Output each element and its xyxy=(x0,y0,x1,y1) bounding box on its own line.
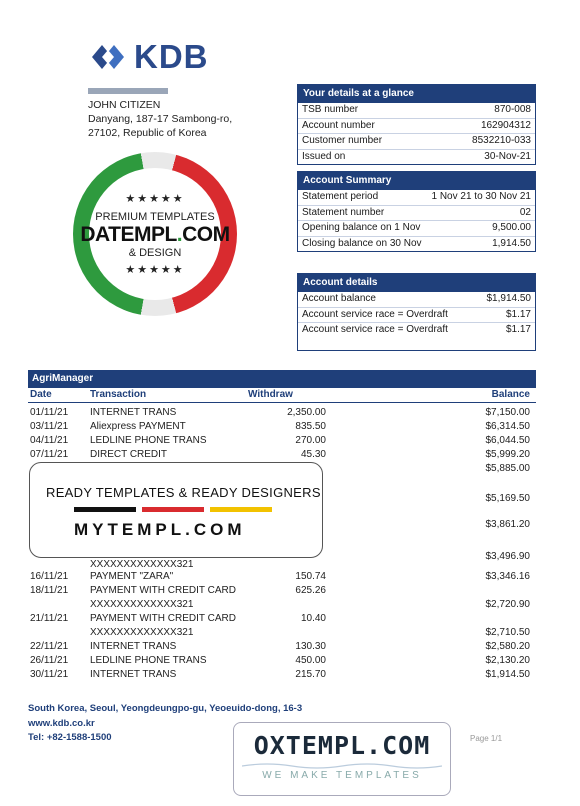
watermark-site: MYTEMPL.COM xyxy=(74,520,246,539)
summary-row: Statement number 02 xyxy=(298,205,535,221)
stamp-line-2: DATEMPL.COM xyxy=(80,223,230,246)
bar-yellow xyxy=(210,507,272,512)
row-balance: $6,314.50 xyxy=(485,421,530,432)
details-at-a-glance-box xyxy=(297,84,536,165)
row-withdraw: 450.00 xyxy=(295,655,326,666)
row-balance: $2,580.20 xyxy=(485,641,530,652)
details-row: Account service race = Overdraft $1.17 xyxy=(298,322,535,338)
watermark-title: READY TEMPLATES & READY DESIGNERS xyxy=(46,485,321,500)
details-row: Account balance $1,914.50 xyxy=(302,293,531,304)
oxtempl-tagline: WE MAKE TEMPLATES xyxy=(262,770,422,781)
oxtempl-watermark xyxy=(233,722,451,796)
row-withdraw: 625.26 xyxy=(295,585,326,596)
row-withdraw: 2,350.00 xyxy=(287,407,326,418)
row-transaction: DIRECT CREDIT xyxy=(90,449,168,460)
col-withdraw: Withdraw xyxy=(248,389,293,400)
table-row xyxy=(28,448,536,461)
bar-black xyxy=(74,507,136,512)
row-date: 01/11/21 xyxy=(30,407,69,418)
row-balance: $2,130.20 xyxy=(485,655,530,666)
details-title: Account details xyxy=(298,274,535,292)
account-summary-box xyxy=(297,171,536,252)
summary-title: Account Summary xyxy=(298,172,535,190)
row-transaction: XXXXXXXXXXXXX321 xyxy=(90,627,194,638)
redacted-line xyxy=(88,88,168,94)
summary-row: Closing balance on 30 Nov 1,914.50 xyxy=(298,236,535,252)
table-row xyxy=(28,640,536,653)
row-transaction: XXXXXXXXXXXXX321 xyxy=(90,599,194,610)
customer-address xyxy=(88,88,232,140)
bank-name: KDB xyxy=(134,38,209,75)
customer-name: JOHN CITIZEN xyxy=(88,99,161,111)
row-balance: $2,720.90 xyxy=(485,599,530,610)
row-withdraw: 130.30 xyxy=(295,641,326,652)
glance-row: Customer number 8532210-033 xyxy=(298,133,535,149)
mytempl-watermark xyxy=(29,462,323,558)
row-date: 26/11/21 xyxy=(30,655,69,666)
row-date: 03/11/21 xyxy=(30,421,69,432)
row-transaction: Aliexpress PAYMENT xyxy=(90,421,186,432)
row-withdraw: 10.40 xyxy=(300,613,326,624)
row-withdraw: 215.70 xyxy=(295,669,326,680)
row-balance: $1,914.50 xyxy=(485,669,530,680)
page-number: Page 1/1 xyxy=(470,734,503,743)
col-balance: Balance xyxy=(491,389,530,400)
row-date: 21/11/21 xyxy=(30,613,69,624)
details-row: Account service race = Overdraft $1.17 xyxy=(298,307,535,323)
row-date: 04/11/21 xyxy=(30,435,69,446)
stamp-center xyxy=(80,168,230,300)
footer-web[interactable]: www.kdb.co.kr xyxy=(28,717,95,729)
wave-icon xyxy=(242,762,442,770)
table-title: AgriManager xyxy=(28,370,536,388)
row-balance: $3,861.20 xyxy=(485,519,530,530)
table-row xyxy=(28,626,536,639)
row-date: 16/11/21 xyxy=(30,571,69,582)
row-transaction: INTERNET TRANS xyxy=(90,669,177,680)
stamp-line-3: & DESIGN xyxy=(128,247,182,259)
table-row xyxy=(28,570,536,583)
row-transaction: PAYMENT "ZARA" xyxy=(90,571,174,582)
stamp-stars-bottom: ★★★★★ xyxy=(125,264,185,276)
col-transaction: Transaction xyxy=(90,389,147,400)
row-withdraw: 150.74 xyxy=(295,571,326,582)
address-line-1: Danyang, 187-17 Sambong-ro, xyxy=(88,113,233,125)
kdb-logo-icon xyxy=(88,39,128,75)
row-balance: $2,710.50 xyxy=(485,627,530,638)
address-line-2: 27102, Republic of Korea xyxy=(88,127,207,139)
glance-row: Issued on 30-Nov-21 xyxy=(298,149,535,165)
row-balance: $5,999.20 xyxy=(485,449,530,460)
summary-row: Opening balance on 1 Nov 9,500.00 xyxy=(298,220,535,236)
premium-templates-stamp xyxy=(73,152,237,316)
table-row xyxy=(28,598,536,611)
account-details-box xyxy=(297,273,536,351)
glance-row: Account number 162904312 xyxy=(298,118,535,134)
watermark-bars xyxy=(74,507,272,512)
row-date: 22/11/21 xyxy=(30,641,69,652)
bank-logo xyxy=(88,38,209,76)
row-date: 18/11/21 xyxy=(30,585,69,596)
row-transaction: PAYMENT WITH CREDIT CARD xyxy=(90,585,236,596)
row-balance: $3,346.16 xyxy=(485,571,530,582)
row-withdraw: 270.00 xyxy=(295,435,326,446)
col-date: Date xyxy=(30,389,52,400)
row-date: 30/11/21 xyxy=(30,669,69,680)
row-transaction: LEDLINE PHONE TRANS xyxy=(90,655,207,666)
oxtempl-title: OXTEMPL.COM xyxy=(253,731,431,760)
table-row xyxy=(28,406,536,419)
table-row xyxy=(28,420,536,433)
row-withdraw: 45.30 xyxy=(300,449,326,460)
row-balance: $5,169.50 xyxy=(485,493,530,504)
row-balance: $5,885.00 xyxy=(485,463,530,474)
stamp-stars-top: ★★★★★ xyxy=(125,193,185,205)
footer-tel: Tel: +82-1588-1500 xyxy=(28,732,112,743)
table-row xyxy=(28,612,536,625)
table-row xyxy=(28,584,536,597)
row-balance: $7,150.00 xyxy=(485,407,530,418)
row-transaction: INTERNET TRANS xyxy=(90,641,177,652)
row-transaction: XXXXXXXXXXXXX321 xyxy=(90,559,194,570)
table-row xyxy=(28,668,536,681)
bar-red xyxy=(142,507,204,512)
summary-row: Statement period 1 Nov 21 to 30 Nov 21 xyxy=(302,191,531,202)
stamp-line-1: PREMIUM TEMPLATES xyxy=(95,211,215,223)
glance-row: TSB number 870-008 xyxy=(302,104,531,115)
glance-title: Your details at a glance xyxy=(298,85,535,103)
footer-address: South Korea, Seoul, Yeongdeungpo-gu, Yeoeuido-dong, 16-3 xyxy=(28,703,303,714)
row-withdraw: 835.50 xyxy=(295,421,326,432)
table-row xyxy=(28,434,536,447)
row-transaction: PAYMENT WITH CREDIT CARD xyxy=(90,613,236,624)
row-date: 07/11/21 xyxy=(30,449,69,460)
table-row xyxy=(28,654,536,667)
row-balance: $6,044.50 xyxy=(485,435,530,446)
row-transaction: LEDLINE PHONE TRANS xyxy=(90,435,207,446)
row-balance: $3,496.90 xyxy=(485,551,530,562)
table-header-row xyxy=(28,388,536,403)
row-transaction: INTERNET TRANS xyxy=(90,407,177,418)
